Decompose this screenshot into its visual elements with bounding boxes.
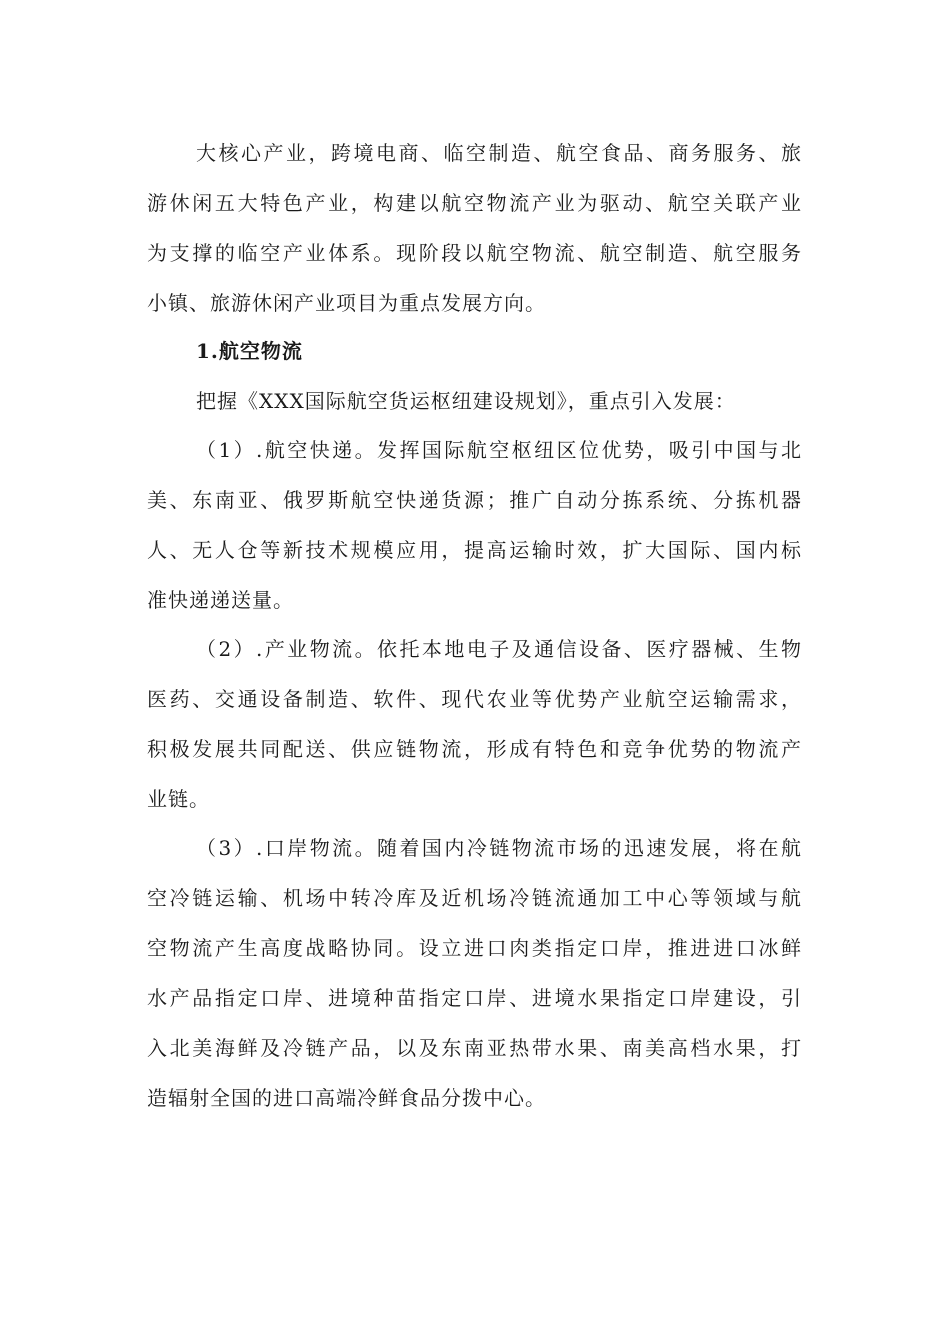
item-1-line-3: 人、无人仓等新技术规模应用，提高运输时效，扩大国际、国内标 [147,538,802,562]
section-lead-block [147,376,802,426]
item-3-line-3: 空物流产生高度战略协同。设立进口肉类指定口岸，推进进口冰鲜 [147,936,802,960]
intro-paragraph [147,128,802,328]
intro-line-4: 小镇、旅游休闲产业项目为重点发展方向。 [147,291,546,315]
item-2-line-1: （2）.产业物流。依托本地电子及通信设备、医疗器械、生物 [196,637,802,661]
item-2-line-2: 医药、交通设备制造、软件、现代农业等优势产业航空运输需求， [147,687,802,711]
item-1-line-2: 美、东南亚、俄罗斯航空快递货源；推广自动分拣系统、分拣机器 [147,488,802,512]
item-1-line-1: （1）.航空快递。发挥国际航空枢纽区位优势，吸引中国与北 [196,438,802,462]
item-2-line-3: 积极发展共同配送、供应链物流，形成有特色和竞争优势的物流产 [147,737,802,761]
intro-line-3: 为支撑的临空产业体系。现阶段以航空物流、航空制造、航空服务 [147,241,802,265]
item-3-line-5: 入北美海鲜及冷链产品，以及东南亚热带水果、南美高档水果，打 [147,1036,802,1060]
section-lead: 把握《XXX国际航空货运枢纽建设规划》，重点引入发展： [196,389,736,413]
item-3-line-6: 造辐射全国的进口高端冷鲜食品分拨中心。 [147,1086,546,1110]
intro-line-1: 大核心产业，跨境电商、临空制造、航空食品、商务服务、旅 [196,141,802,165]
item-1-line-4: 准快递递送量。 [147,588,294,612]
section-heading-block [147,326,802,376]
intro-line-2: 游休闲五大特色产业，构建以航空物流产业为驱动、航空关联产业 [147,191,802,215]
item-2-line-4: 业链。 [147,787,210,811]
item-1-paragraph [147,425,802,625]
item-2-paragraph [147,624,802,824]
item-3-paragraph [147,823,802,1123]
section-heading: 1.航空物流 [196,339,303,363]
item-3-line-2: 空冷链运输、机场中转冷库及近机场冷链流通加工中心等领域与航 [147,886,802,910]
item-3-line-4: 水产品指定口岸、进境种苗指定口岸、进境水果指定口岸建设，引 [147,986,802,1010]
item-3-line-1: （3）.口岸物流。随着国内冷链物流市场的迅速发展，将在航 [196,836,802,860]
